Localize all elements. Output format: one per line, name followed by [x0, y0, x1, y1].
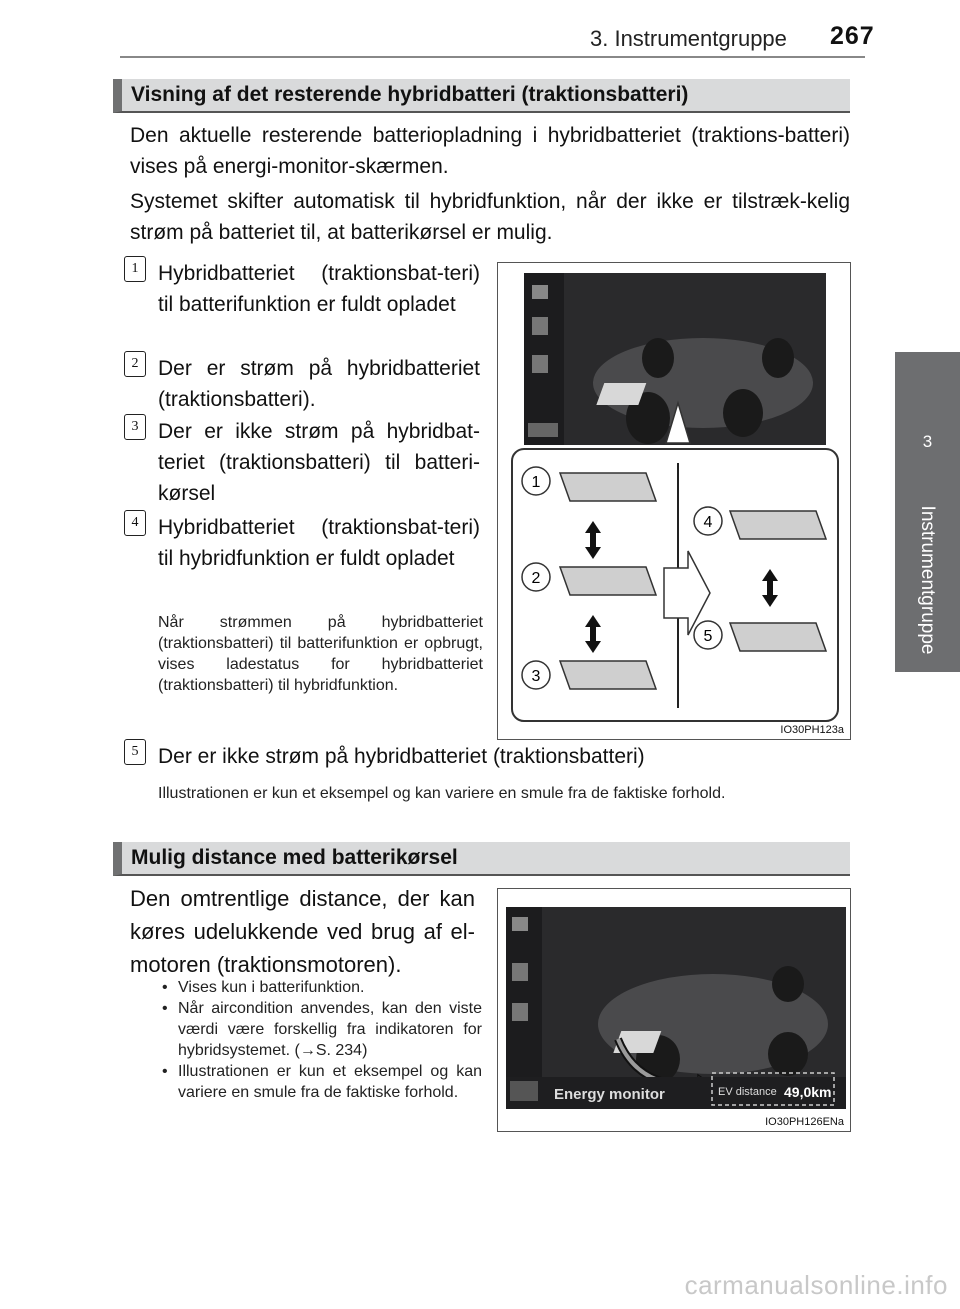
figure-code: IO30PH126ENa — [765, 1116, 844, 1128]
running-header-section: 3. Instrumentgruppe — [590, 26, 787, 51]
callout-3: 3 — [531, 668, 541, 685]
screen-title: Energy monitor — [554, 1086, 665, 1103]
callout-1: 1 — [531, 474, 541, 491]
item-text: Hybridbatteriet (traktionsbat-teri) til batterifunktion er fuldt opladet — [158, 262, 480, 316]
section-heading-battery — [113, 79, 850, 113]
item-number: 5 — [124, 739, 146, 765]
item-number: 1 — [124, 256, 146, 282]
paragraph: Systemet skifter automatisk til hybridfunktion, når der ikke er tilstræk-kelig strøm på batteriet til, at batterikørsel er mulig. — [130, 190, 850, 244]
header-rule — [120, 56, 865, 58]
paragraph: Den omtrentlige distance, der kan køres udelukkende ved brug af el-motoren (traktionsmotoren). — [130, 886, 475, 977]
list-item — [130, 416, 480, 509]
battery-status-illustration — [498, 263, 850, 739]
bullet-item: • Når aircondition anvendes, kan den viste værdi være forskellig fra indikatoren for hybridsystemet. (→S. 234) — [160, 998, 482, 1061]
note-text: Når strømmen på hybridbatteriet (traktionsbatteri) til batterifunktion er opbrugt, vises ladestatus for hybridbatteriet (traktionsbatteri) til hybridfunktion. — [158, 614, 483, 694]
item-text: Der er ikke strøm på hybridbatteriet (traktionsbatteri) — [158, 745, 645, 768]
item-text: Der er ikke strøm på hybridbat-teriet (traktionsbatteri) til batteri-kørsel — [158, 420, 480, 505]
bullet-item: • Vises kun i batterifunktion. — [160, 977, 482, 998]
energy-monitor-figure — [497, 888, 851, 1132]
bullet-item: • Illustrationen er kun et eksempel og kan variere en smule fra de faktiske forhold. — [160, 1061, 482, 1103]
note-text: Illustrationen er kun et eksempel og kan variere en smule fra de faktiske forhold. — [158, 785, 726, 802]
list-item — [130, 741, 850, 772]
battery-status-figure — [497, 262, 851, 740]
chapter-tab-label: Instrumentgruppe — [917, 505, 938, 655]
callout-5: 5 — [703, 628, 713, 645]
figure-code: IO30PH123a — [780, 724, 844, 736]
watermark: carmanualsonline.info — [684, 1270, 948, 1300]
item-number: 4 — [124, 510, 146, 536]
ev-distance-value: 49,0km — [784, 1084, 832, 1100]
paragraph: Den aktuelle resterende batteriopladning i hybridbatteriet (traktions-batteri) vises på energi-monitor-skærmen. — [130, 124, 850, 178]
list-item — [130, 512, 480, 574]
list-item — [130, 258, 480, 320]
page-number: 267 — [830, 22, 875, 50]
item-text: Der er strøm på hybridbatteriet (traktionsbatteri). — [158, 357, 480, 411]
list-item — [130, 353, 480, 415]
item-number: 2 — [124, 351, 146, 377]
section-heading-text: Mulig distance med batterikørsel — [131, 846, 458, 869]
section-heading-distance — [113, 842, 850, 876]
callout-2: 2 — [531, 570, 541, 587]
bullet-list — [160, 977, 482, 1103]
item-number: 3 — [124, 414, 146, 440]
item-text: Hybridbatteriet (traktionsbat-teri) til hybridfunktion er fuldt opladet — [158, 516, 480, 570]
callout-4: 4 — [703, 514, 713, 531]
energy-monitor-screen — [498, 889, 850, 1131]
chapter-tab-number: 3 — [922, 432, 933, 451]
section-heading-text: Visning af det resterende hybridbatteri (traktionsbatteri) — [131, 83, 689, 106]
ev-distance-label: EV distance — [718, 1086, 777, 1098]
